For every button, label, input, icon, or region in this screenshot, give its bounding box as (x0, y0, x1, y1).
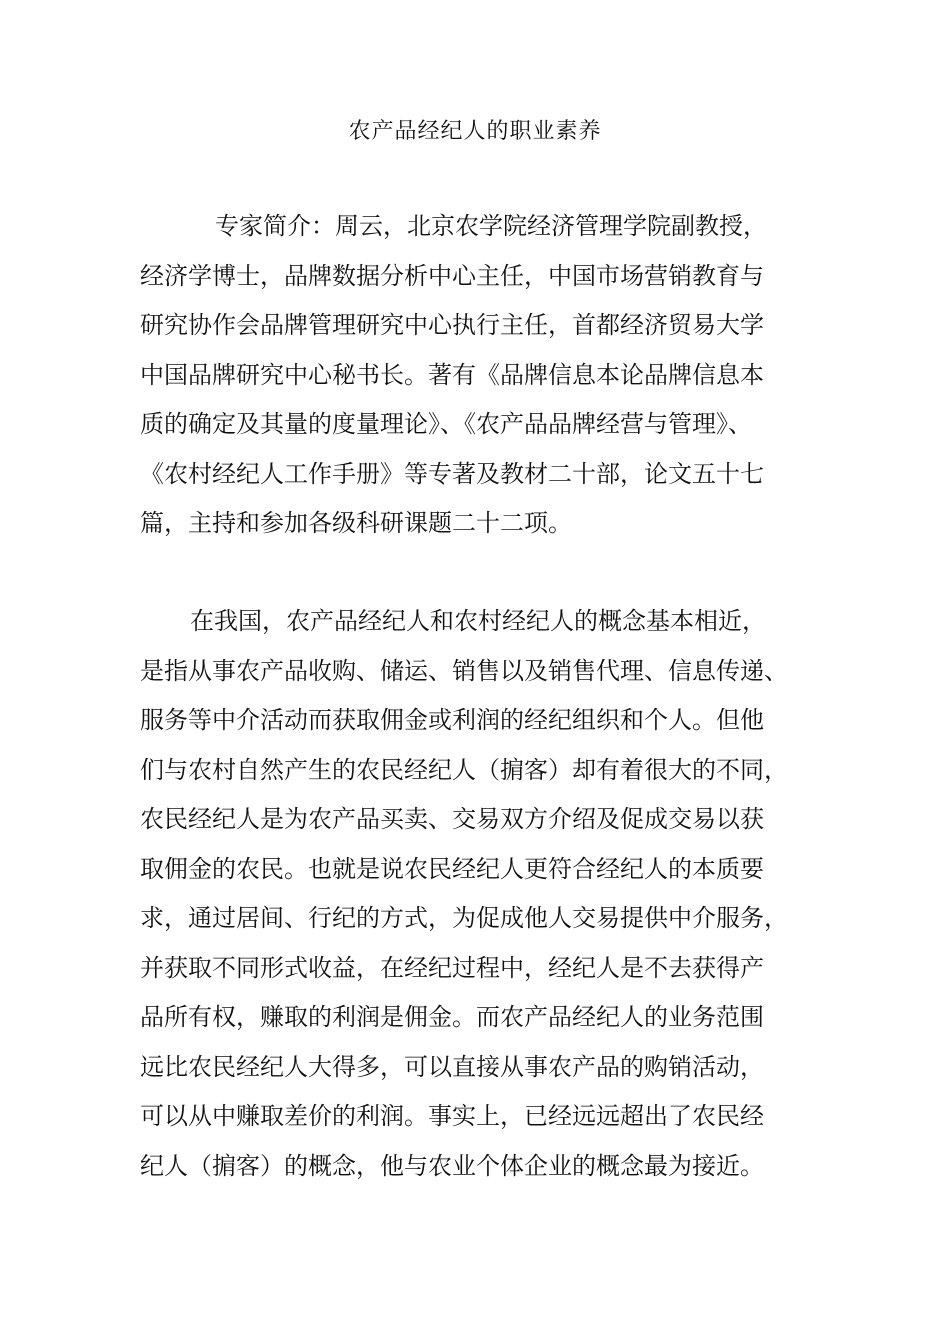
body-line: 并获取不同形式收益，在经纪过程中，经纪人是不去获得产 (140, 953, 764, 982)
intro-line: 专家简介：周云，北京农学院经济管理学院副教授， (215, 212, 767, 240)
body-line: 服务等中介活动而获取佣金或利润的经纪组织和个人。但他 (140, 706, 764, 734)
body-paragraph (140, 597, 830, 1191)
body-line: 求，通过居间、行纪的方式，为促成他人交易提供中介服务， (140, 904, 788, 932)
intro-line: 篇，主持和参加各级科研课题二十二项。 (140, 509, 572, 537)
intro-line: 质的确定及其量的度量理论》、《农产品品牌经营与管理》、 (140, 410, 752, 438)
body-line: 们与农村自然产生的农民经纪人（掮客）却有着很大的不同， (140, 755, 788, 784)
body-line: 取佣金的农民。也就是说农民经纪人更符合经纪人的本质要 (140, 854, 764, 883)
body-line: 纪人（掮客）的概念，他与农业个体企业的概念最为接近。 (140, 1151, 764, 1180)
document-title: 农产品经纪人的职业素养 (348, 119, 602, 144)
body-line: 远比农民经纪人大得多，可以直接从事农产品的购销活动， (140, 1052, 764, 1081)
intro-line: 《农村经纪人工作手册》等专著及教材二十部，论文五十七 (140, 459, 764, 488)
body-line: 在我国，农产品经纪人和农村经纪人的概念基本相近， (190, 607, 766, 635)
body-line: 是指从事农产品收购、储运、销售以及销售代理、信息传递、 (140, 656, 788, 685)
expert-intro-paragraph (140, 202, 830, 549)
intro-line: 经济学博士，品牌数据分析中心主任，中国市场营销教育与 (140, 261, 764, 290)
intro-line: 中国品牌研究中心秘书长。著有《品牌信息本论品牌信息本 (140, 360, 764, 389)
body-line: 品所有权，赚取的利润是佣金。而农产品经纪人的业务范围 (140, 1003, 764, 1031)
body-line: 农民经纪人是为农产品买卖、交易双方介绍及促成交易以获 (140, 805, 764, 833)
body-line: 可以从中赚取差价的利润。事实上，已经远远超出了农民经 (140, 1102, 764, 1130)
intro-line: 研究协作会品牌管理研究中心执行主任，首都经济贸易大学 (140, 311, 764, 339)
